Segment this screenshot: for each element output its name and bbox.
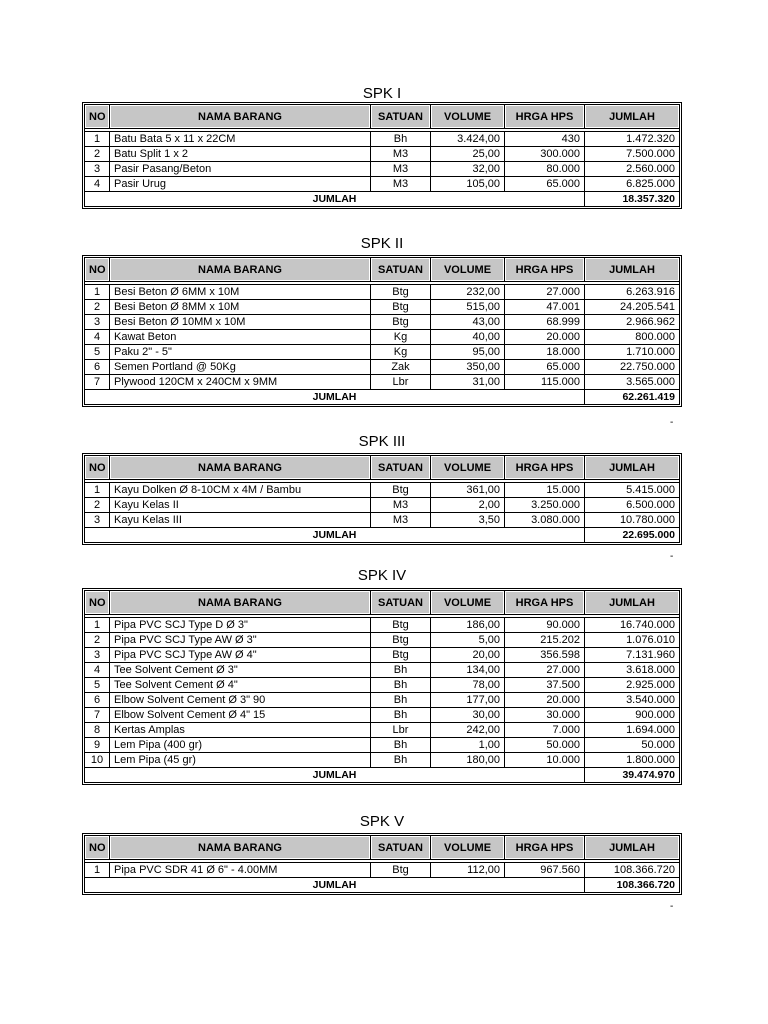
- cell-nama-barang: Batu Bata 5 x 11 x 22CM: [110, 132, 371, 147]
- header-jumlah: JUMLAH: [585, 105, 680, 129]
- table-row: [85, 483, 680, 498]
- cell-satuan: Bh: [371, 753, 431, 768]
- dash-mark: -: [670, 551, 674, 562]
- cell-satuan: Zak: [371, 360, 431, 375]
- header-nama-barang: NAMA BARANG: [110, 836, 371, 860]
- cell-satuan: Bh: [371, 738, 431, 753]
- spk-table: [82, 102, 682, 209]
- header-harga-hps: HRGA HPS: [505, 105, 585, 129]
- cell-no: 3: [85, 162, 110, 177]
- header-jumlah: JUMLAH: [585, 258, 680, 282]
- total-row: [85, 878, 680, 893]
- cell-no: 7: [85, 375, 110, 390]
- cell-nama-barang: Pasir Pasang/Beton: [110, 162, 371, 177]
- cell-volume: 30,00: [431, 708, 505, 723]
- cell-jumlah: 50.000: [585, 738, 680, 753]
- total-row: [85, 768, 680, 783]
- total-label: JUMLAH: [85, 528, 585, 543]
- cell-harga-hps: 300.000: [505, 147, 585, 162]
- cell-jumlah: 6.500.000: [585, 498, 680, 513]
- cell-volume: 112,00: [431, 863, 505, 878]
- cell-harga-hps: 47.001: [505, 300, 585, 315]
- cell-no: 6: [85, 693, 110, 708]
- table-row: [85, 863, 680, 878]
- cell-volume: 1,00: [431, 738, 505, 753]
- cell-jumlah: 1.472.320: [585, 132, 680, 147]
- cell-jumlah: 1.694.000: [585, 723, 680, 738]
- cell-satuan: Bh: [371, 678, 431, 693]
- table-row: [85, 513, 680, 528]
- spk-title: SPK IV: [357, 567, 407, 584]
- cell-jumlah: 1.076.010: [585, 633, 680, 648]
- spk-title: SPK I: [362, 85, 402, 102]
- cell-satuan: Btg: [371, 285, 431, 300]
- total-value: 62.261.419: [585, 390, 680, 405]
- cell-no: 3: [85, 513, 110, 528]
- total-label: JUMLAH: [85, 390, 585, 405]
- spk-table: [82, 453, 682, 545]
- table-row: [85, 162, 680, 177]
- cell-satuan: Btg: [371, 483, 431, 498]
- cell-no: 4: [85, 663, 110, 678]
- spk-table: [82, 255, 682, 407]
- table-row: [85, 498, 680, 513]
- cell-harga-hps: 7.000: [505, 723, 585, 738]
- table-row: [85, 723, 680, 738]
- cell-volume: 43,00: [431, 315, 505, 330]
- cell-jumlah: 6.825.000: [585, 177, 680, 192]
- cell-harga-hps: 20.000: [505, 693, 585, 708]
- cell-harga-hps: 356.598: [505, 648, 585, 663]
- cell-no: 2: [85, 300, 110, 315]
- cell-no: 2: [85, 498, 110, 513]
- table-row: [85, 300, 680, 315]
- header-volume: VOLUME: [431, 591, 505, 615]
- cell-no: 1: [85, 618, 110, 633]
- cell-satuan: M3: [371, 513, 431, 528]
- cell-satuan: Btg: [371, 863, 431, 878]
- cell-nama-barang: Pipa PVC SCJ Type AW Ø 4": [110, 648, 371, 663]
- cell-jumlah: 3.540.000: [585, 693, 680, 708]
- cell-nama-barang: Kayu Kelas II: [110, 498, 371, 513]
- cell-jumlah: 1.710.000: [585, 345, 680, 360]
- cell-harga-hps: 215.202: [505, 633, 585, 648]
- cell-no: 10: [85, 753, 110, 768]
- table-row: [85, 708, 680, 723]
- cell-jumlah: 108.366.720: [585, 863, 680, 878]
- cell-jumlah: 24.205.541: [585, 300, 680, 315]
- total-row: [85, 528, 680, 543]
- header-harga-hps: HRGA HPS: [505, 836, 585, 860]
- table-row: [85, 330, 680, 345]
- cell-nama-barang: Pasir Urug: [110, 177, 371, 192]
- cell-nama-barang: Lem Pipa (400 gr): [110, 738, 371, 753]
- cell-no: 4: [85, 330, 110, 345]
- cell-harga-hps: 37.500: [505, 678, 585, 693]
- cell-volume: 20,00: [431, 648, 505, 663]
- header-no: NO: [85, 591, 110, 615]
- cell-jumlah: 2.925.000: [585, 678, 680, 693]
- header-harga-hps: HRGA HPS: [505, 456, 585, 480]
- cell-nama-barang: Kayu Kelas III: [110, 513, 371, 528]
- header-no: NO: [85, 836, 110, 860]
- cell-volume: 361,00: [431, 483, 505, 498]
- cell-harga-hps: 3.080.000: [505, 513, 585, 528]
- cell-nama-barang: Tee Solvent Cement Ø 3": [110, 663, 371, 678]
- cell-no: 5: [85, 678, 110, 693]
- cell-harga-hps: 80.000: [505, 162, 585, 177]
- cell-nama-barang: Besi Beton Ø 6MM x 10M: [110, 285, 371, 300]
- table-row: [85, 360, 680, 375]
- header-harga-hps: HRGA HPS: [505, 258, 585, 282]
- header-satuan: SATUAN: [371, 591, 431, 615]
- table-row: [85, 648, 680, 663]
- cell-jumlah: 16.740.000: [585, 618, 680, 633]
- table-row: [85, 618, 680, 633]
- spk-title: SPK III: [358, 433, 406, 450]
- table-row: [85, 132, 680, 147]
- total-row: [85, 390, 680, 405]
- cell-jumlah: 7.500.000: [585, 147, 680, 162]
- cell-harga-hps: 15.000: [505, 483, 585, 498]
- table-row: [85, 753, 680, 768]
- cell-no: 1: [85, 483, 110, 498]
- total-label: JUMLAH: [85, 878, 585, 893]
- header-nama-barang: NAMA BARANG: [110, 591, 371, 615]
- cell-satuan: Bh: [371, 693, 431, 708]
- table-row: [85, 678, 680, 693]
- header-satuan: SATUAN: [371, 105, 431, 129]
- cell-harga-hps: 90.000: [505, 618, 585, 633]
- cell-harga-hps: 430: [505, 132, 585, 147]
- cell-no: 2: [85, 147, 110, 162]
- cell-jumlah: 22.750.000: [585, 360, 680, 375]
- cell-volume: 25,00: [431, 147, 505, 162]
- cell-satuan: Kg: [371, 330, 431, 345]
- cell-satuan: Bh: [371, 132, 431, 147]
- cell-harga-hps: 65.000: [505, 177, 585, 192]
- cell-satuan: Kg: [371, 345, 431, 360]
- cell-volume: 242,00: [431, 723, 505, 738]
- cell-no: 7: [85, 708, 110, 723]
- cell-harga-hps: 10.000: [505, 753, 585, 768]
- table-row: [85, 375, 680, 390]
- cell-volume: 180,00: [431, 753, 505, 768]
- cell-volume: 186,00: [431, 618, 505, 633]
- cell-harga-hps: 30.000: [505, 708, 585, 723]
- cell-volume: 134,00: [431, 663, 505, 678]
- dash-mark: -: [670, 901, 674, 912]
- cell-satuan: Btg: [371, 633, 431, 648]
- header-jumlah: JUMLAH: [585, 591, 680, 615]
- cell-volume: 232,00: [431, 285, 505, 300]
- total-value: 39.474.970: [585, 768, 680, 783]
- cell-nama-barang: Paku 2" - 5": [110, 345, 371, 360]
- cell-satuan: Lbr: [371, 723, 431, 738]
- cell-satuan: M3: [371, 162, 431, 177]
- cell-volume: 3,50: [431, 513, 505, 528]
- cell-jumlah: 3.618.000: [585, 663, 680, 678]
- header-nama-barang: NAMA BARANG: [110, 105, 371, 129]
- table-row: [85, 738, 680, 753]
- cell-satuan: Btg: [371, 618, 431, 633]
- cell-nama-barang: Kertas Amplas: [110, 723, 371, 738]
- cell-nama-barang: Tee Solvent Cement Ø 4": [110, 678, 371, 693]
- cell-harga-hps: 3.250.000: [505, 498, 585, 513]
- cell-volume: 40,00: [431, 330, 505, 345]
- cell-volume: 350,00: [431, 360, 505, 375]
- cell-harga-hps: 27.000: [505, 285, 585, 300]
- cell-nama-barang: Semen Portland @ 50Kg: [110, 360, 371, 375]
- total-row: [85, 192, 680, 207]
- total-value: 108.366.720: [585, 878, 680, 893]
- cell-no: 2: [85, 633, 110, 648]
- spk-title: SPK V: [359, 813, 405, 830]
- cell-volume: 515,00: [431, 300, 505, 315]
- cell-harga-hps: 68.999: [505, 315, 585, 330]
- cell-jumlah: 6.263.916: [585, 285, 680, 300]
- header-jumlah: JUMLAH: [585, 836, 680, 860]
- header-satuan: SATUAN: [371, 258, 431, 282]
- cell-no: 9: [85, 738, 110, 753]
- cell-volume: 31,00: [431, 375, 505, 390]
- cell-satuan: Btg: [371, 300, 431, 315]
- spk-table: [82, 588, 682, 785]
- cell-jumlah: 2.966.962: [585, 315, 680, 330]
- table-row: [85, 633, 680, 648]
- cell-satuan: M3: [371, 177, 431, 192]
- header-jumlah: JUMLAH: [585, 456, 680, 480]
- cell-volume: 5,00: [431, 633, 505, 648]
- cell-nama-barang: Pipa PVC SDR 41 Ø 6" - 4.00MM: [110, 863, 371, 878]
- cell-satuan: M3: [371, 147, 431, 162]
- header-nama-barang: NAMA BARANG: [110, 456, 371, 480]
- header-satuan: SATUAN: [371, 836, 431, 860]
- cell-harga-hps: 115.000: [505, 375, 585, 390]
- cell-satuan: Btg: [371, 648, 431, 663]
- cell-satuan: M3: [371, 498, 431, 513]
- cell-nama-barang: Pipa PVC SCJ Type D Ø 3": [110, 618, 371, 633]
- total-label: JUMLAH: [85, 192, 585, 207]
- header-satuan: SATUAN: [371, 456, 431, 480]
- cell-harga-hps: 65.000: [505, 360, 585, 375]
- cell-volume: 95,00: [431, 345, 505, 360]
- cell-satuan: Bh: [371, 708, 431, 723]
- cell-nama-barang: Besi Beton Ø 8MM x 10M: [110, 300, 371, 315]
- table-row: [85, 345, 680, 360]
- cell-nama-barang: Elbow Solvent Cement Ø 3" 90: [110, 693, 371, 708]
- cell-jumlah: 5.415.000: [585, 483, 680, 498]
- header-volume: VOLUME: [431, 836, 505, 860]
- cell-nama-barang: Kawat Beton: [110, 330, 371, 345]
- table-row: [85, 693, 680, 708]
- header-volume: VOLUME: [431, 105, 505, 129]
- header-volume: VOLUME: [431, 456, 505, 480]
- cell-nama-barang: Plywood 120CM x 240CM x 9MM: [110, 375, 371, 390]
- cell-no: 8: [85, 723, 110, 738]
- cell-jumlah: 900.000: [585, 708, 680, 723]
- cell-no: 1: [85, 132, 110, 147]
- cell-jumlah: 1.800.000: [585, 753, 680, 768]
- cell-no: 1: [85, 285, 110, 300]
- cell-jumlah: 7.131.960: [585, 648, 680, 663]
- table-row: [85, 177, 680, 192]
- cell-nama-barang: Batu Split 1 x 2: [110, 147, 371, 162]
- cell-volume: 32,00: [431, 162, 505, 177]
- cell-satuan: Bh: [371, 663, 431, 678]
- cell-harga-hps: 20.000: [505, 330, 585, 345]
- cell-nama-barang: Elbow Solvent Cement Ø 4" 15: [110, 708, 371, 723]
- cell-jumlah: 2.560.000: [585, 162, 680, 177]
- cell-nama-barang: Besi Beton Ø 10MM x 10M: [110, 315, 371, 330]
- cell-harga-hps: 50.000: [505, 738, 585, 753]
- header-no: NO: [85, 105, 110, 129]
- cell-harga-hps: 27.000: [505, 663, 585, 678]
- cell-no: 3: [85, 315, 110, 330]
- table-row: [85, 663, 680, 678]
- total-value: 22.695.000: [585, 528, 680, 543]
- cell-harga-hps: 18.000: [505, 345, 585, 360]
- cell-nama-barang: Lem Pipa (45 gr): [110, 753, 371, 768]
- cell-harga-hps: 967.560: [505, 863, 585, 878]
- cell-volume: 78,00: [431, 678, 505, 693]
- header-nama-barang: NAMA BARANG: [110, 258, 371, 282]
- header-volume: VOLUME: [431, 258, 505, 282]
- cell-jumlah: 10.780.000: [585, 513, 680, 528]
- total-label: JUMLAH: [85, 768, 585, 783]
- cell-jumlah: 800.000: [585, 330, 680, 345]
- cell-no: 6: [85, 360, 110, 375]
- cell-no: 5: [85, 345, 110, 360]
- spk-table: [82, 833, 682, 895]
- cell-volume: 105,00: [431, 177, 505, 192]
- header-harga-hps: HRGA HPS: [505, 591, 585, 615]
- cell-nama-barang: Kayu Dolken Ø 8-10CM x 4M / Bambu: [110, 483, 371, 498]
- cell-satuan: Lbr: [371, 375, 431, 390]
- cell-no: 4: [85, 177, 110, 192]
- cell-volume: 3.424,00: [431, 132, 505, 147]
- cell-no: 3: [85, 648, 110, 663]
- cell-nama-barang: Pipa PVC SCJ Type AW Ø 3": [110, 633, 371, 648]
- spk-title: SPK II: [360, 235, 404, 252]
- cell-satuan: Btg: [371, 315, 431, 330]
- cell-volume: 2,00: [431, 498, 505, 513]
- dash-mark: -: [670, 417, 674, 428]
- table-row: [85, 285, 680, 300]
- cell-volume: 177,00: [431, 693, 505, 708]
- header-no: NO: [85, 456, 110, 480]
- table-row: [85, 147, 680, 162]
- cell-no: 1: [85, 863, 110, 878]
- total-value: 18.357.320: [585, 192, 680, 207]
- cell-jumlah: 3.565.000: [585, 375, 680, 390]
- header-no: NO: [85, 258, 110, 282]
- table-row: [85, 315, 680, 330]
